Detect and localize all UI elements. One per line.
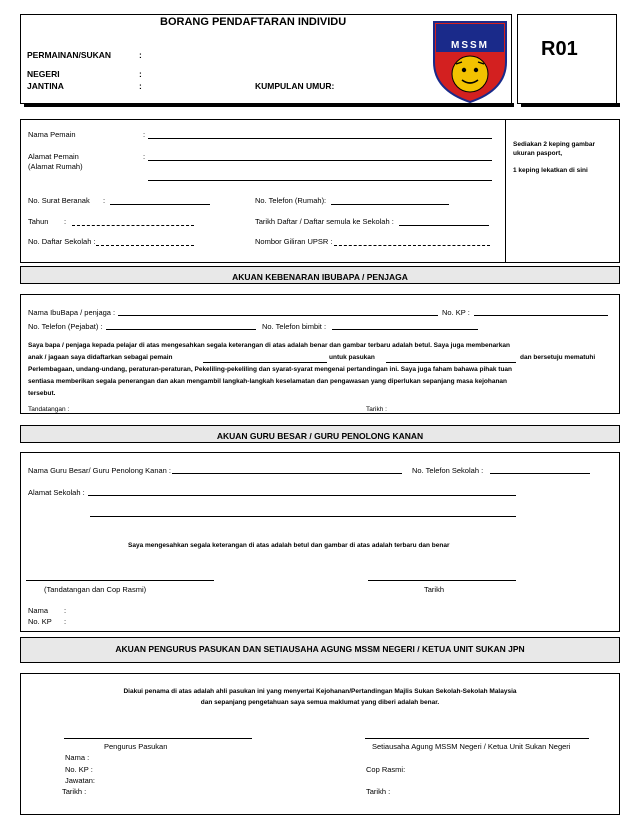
nama-pemain-colon: : [143,130,146,139]
nama-guru-label: Nama Guru Besar/ Guru Penolong Kanan : [28,466,171,475]
setiausaha-tarikh-label: Tarikh : [366,787,391,796]
permainan-colon: : [139,50,142,60]
telefon-pejabat-label: No. Telefon (Pejabat) : [28,322,103,331]
tahun-colon: : [64,217,67,226]
manager-section-band [20,637,620,663]
parent-declaration-b2: untuk pasukan [329,354,375,361]
head-section-title: AKUAN GURU BESAR / GURU PENOLONG KANAN [216,431,424,441]
photo-instruction-2: 1 keping lekatkan di sini [513,167,588,174]
telefon-bimbit-field[interactable] [332,329,478,330]
alamat-sekolah-field-2[interactable] [90,516,516,517]
form-code: R01 [541,38,578,60]
logo-text: MSSM [451,40,489,51]
surat-beranak-field[interactable] [110,204,210,205]
pasukan-field[interactable] [386,362,516,363]
jantina-label: JANTINA [27,81,64,91]
telefon-sekolah-field[interactable] [490,473,590,474]
manager-kp-label: No. KP : [65,765,93,774]
parent-declaration-e: tersebut. [28,390,56,397]
head-signature-label: (Tandatangan dan Cop Rasmi) [44,585,147,594]
head-nama-colon: : [64,606,67,615]
parent-kp-label: No. KP : [442,308,470,317]
alamat-sekolah-field-1[interactable] [88,495,516,496]
telefon-bimbit-label: No. Telefon bimbit : [262,322,327,331]
tahun-label: Tahun [28,217,49,226]
permainan-label: PERMAINAN/SUKAN [27,50,112,60]
telefon-pejabat-field[interactable] [106,329,256,330]
alamat-pemain-field-2[interactable] [148,180,492,181]
manager-declaration-1: Diakui penama di atas adalah ahli pasukan ini yang menyertai Kejohanan/Pertandingan Majlis Sukan Sekolah-Sekolah Malaysia [123,688,517,695]
cop-rasmi-label: Cop Rasmi: [366,765,406,774]
nama-ibubapa-field[interactable] [118,315,438,316]
manager-tarikh-label: Tarikh : [62,787,87,796]
head-section-band [20,425,620,443]
negeri-label: NEGERI [27,69,60,79]
photo-instruction-1: Sediakan 2 keping gambar ukuran pasport, [513,141,596,157]
pengurus-signature-line[interactable] [64,738,252,739]
head-date-label: Tarikh [424,585,445,594]
parent-declaration-b1: anak / jagaan saya didaftarkan sebagai pemain [28,354,173,361]
parent-declaration-b3: dan bersetuju mematuhi [520,354,596,361]
parent-declaration-c: Perlembagaan, undang-undang, peraturan-peraturan, Pekeliling-pekeliling dan syarat-syarat mengenai pertandingan ini. Saya juga faham bahawa pihak tuan [28,366,513,373]
code-shadow [521,103,620,107]
tahun-field[interactable] [72,225,194,226]
nama-ibubapa-label: Nama IbuBapa / penjaga : [28,308,116,317]
head-kp-colon: : [64,617,67,626]
alamat-pemain-field-1[interactable] [148,160,492,161]
nama-pemain-label: Nama Pemain [28,130,76,139]
setiausaha-signature-line[interactable] [365,738,589,739]
manager-nama-label: Nama : [65,753,90,762]
pemain-sport-field[interactable] [203,362,327,363]
head-kp-label: No. KP [28,617,52,626]
setiausaha-label: Setiausaha Agung MSSM Negeri / Ketua Unit Sukan Negeri [372,742,571,751]
head-date-line[interactable] [368,580,516,581]
head-nama-label: Nama [28,606,49,615]
tarikh-daftar-field[interactable] [399,225,489,226]
telefon-rumah-field[interactable] [331,204,449,205]
tarikh-daftar-label: Tarikh Daftar / Daftar semula ke Sekolah : [255,217,394,226]
giliran-upsr-label: Nombor Giliran UPSR : [255,237,333,246]
head-declaration: Saya mengesahkan segala keterangan di atas adalah betul dan gambar di atas adalah terbaru dan benar [128,542,450,549]
alamat-sekolah-label: Alamat Sekolah : [28,488,85,497]
surat-beranak-colon: : [103,196,106,205]
telefon-rumah-label: No. Telefon (Rumah): [255,196,327,205]
parent-date-label: Tarikh : [366,406,387,413]
giliran-upsr-field[interactable] [334,245,490,246]
head-signature-line[interactable] [26,580,214,581]
daftar-sekolah-field[interactable] [96,245,194,246]
telefon-sekolah-label: No. Telefon Sekolah : [412,466,484,475]
manager-jawatan-label: Jawatan: [65,776,96,785]
parent-section-title: AKUAN KEBENARAN IBUBAPA / PENJAGA [232,272,408,282]
manager-declaration-2: dan sepanjang pengetahuan saya semua maklumat yang diberi adalah benar. [200,699,440,706]
kumpulan-umur-label: KUMPULAN UMUR: [255,81,335,91]
parent-section-band [20,266,620,284]
mssm-logo [430,18,510,104]
alamat-pemain-label: Alamat Pemain [28,152,79,161]
pengurus-label: Pengurus Pasukan [104,742,168,751]
parent-signature-label: Tandatangan : [28,406,70,413]
nama-guru-field[interactable] [172,473,402,474]
parent-declaration-d: sentiasa memberikan segala penerangan dan akan mengambil langkah-langkah keselamatan dan pengawasan yang diperlukan sepanjang masa kejohanan [28,378,508,385]
parent-declaration-a: Saya bapa / penjaga kepada pelajar di atas mengesahkan segala keterangan di atas adalah benar dan gambar terbaru adalah betul. Saya juga membenarkan [28,342,510,349]
negeri-colon: : [139,69,142,79]
surat-beranak-label: No. Surat Beranak [28,196,90,205]
jantina-colon: : [139,81,142,91]
parent-kp-field[interactable] [474,315,608,316]
form-title: BORANG PENDAFTARAN INDIVIDU [160,16,347,28]
nama-pemain-field[interactable] [148,138,492,139]
daftar-sekolah-label: No. Daftar Sekolah : [28,237,96,246]
alamat-pemain-colon: : [143,152,146,161]
alamat-rumah-sublabel: (Alamat Rumah) [28,162,83,171]
manager-section-title: AKUAN PENGURUS PASUKAN DAN SETIAUSAHA AGUNG MSSM NEGERI / KETUA UNIT SUKAN JPN [115,644,525,654]
